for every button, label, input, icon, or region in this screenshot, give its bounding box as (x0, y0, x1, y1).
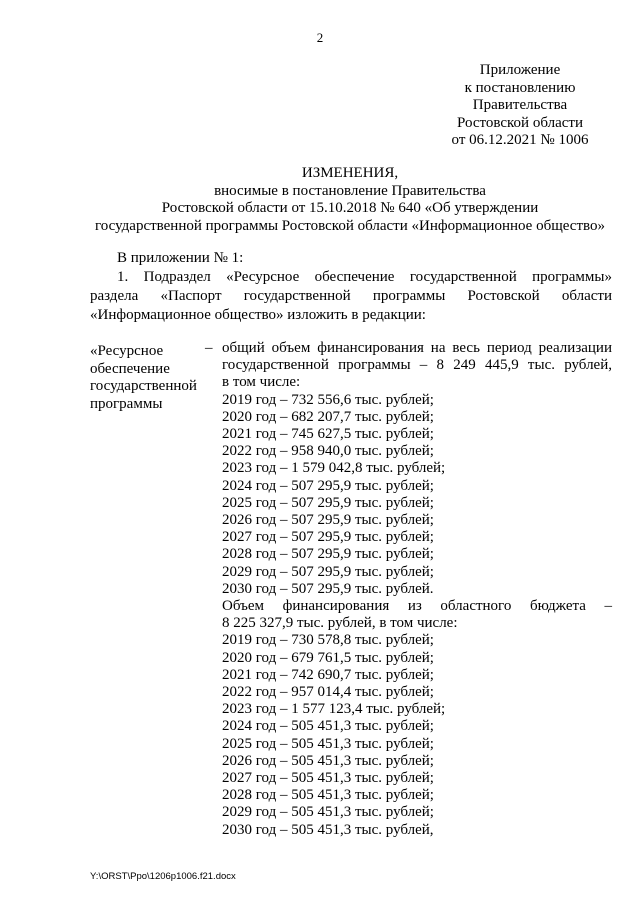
title-line: Ростовской области от 15.10.2018 № 640 «Об утверждении (161, 200, 539, 216)
year-line: 2024 год – 505 451,3 тыс. рублей; (222, 718, 434, 735)
intro-line: раздела «Паспорт государственной программы Ростовской области (90, 288, 612, 304)
label-line: государственной (90, 378, 197, 394)
appendix-line: Правительства (472, 97, 568, 113)
label-line: «Ресурсное (90, 343, 164, 359)
year-line: 2026 год – 505 451,3 тыс. рублей; (222, 752, 434, 769)
passport-content (222, 340, 612, 839)
year-line: 2023 год – 1 577 123,4 тыс. рублей; (222, 701, 446, 718)
appendix-line: Приложение (479, 62, 561, 78)
title-line: государственной программы Ростовской области «Информационное общество» (94, 217, 605, 234)
label-line: обеспечение (90, 360, 170, 377)
year-line: 2027 год – 507 295,9 тыс. рублей; (222, 529, 434, 546)
total-years-list (222, 392, 612, 598)
year-line: 2028 год – 505 451,3 тыс. рублей; (222, 787, 434, 804)
year-line: 2028 год – 507 295,9 тыс. рублей; (222, 546, 434, 563)
year-line: 2027 год – 505 451,3 тыс. рублей; (222, 770, 434, 787)
regional-years-list (222, 632, 612, 838)
year-line: 2023 год – 1 579 042,8 тыс. рублей; (222, 460, 446, 477)
year-line: 2025 год – 507 295,9 тыс. рублей; (222, 494, 434, 511)
year-line: 2020 год – 682 207,7 тыс. рублей; (222, 408, 434, 425)
year-line: 2019 год – 730 578,8 тыс. рублей; (222, 632, 434, 649)
year-line: 2029 год – 507 295,9 тыс. рублей; (222, 563, 434, 580)
appendix-date-line: от 06.12.2021 № 1006 (451, 132, 589, 148)
document-title (60, 165, 640, 235)
year-line: 2025 год – 505 451,3 тыс. рублей; (222, 735, 434, 752)
regional-line: Объем финансирования из областного бюджета – (222, 598, 612, 615)
appendix-block (420, 62, 620, 150)
appendix-line: к постановлению (464, 79, 576, 96)
total-line: в том числе: (222, 374, 301, 391)
year-line: 2030 год – 505 451,3 тыс. рублей, (222, 821, 434, 838)
year-line: 2026 год – 507 295,9 тыс. рублей; (222, 512, 434, 529)
label-dash: – (205, 340, 213, 356)
year-line: 2021 год – 745 627,5 тыс. рублей; (222, 426, 434, 443)
intro-line: «Информационное общество» изложить в редакции: (90, 307, 426, 323)
file-path-footer: Y:\ORST\Ppo\1206p1006.f21.docx (90, 871, 236, 882)
intro-line: В приложении № 1: (117, 250, 244, 266)
title-line: вносимые в постановление Правительства (214, 182, 486, 199)
total-line: государственной программы – 8 249 445,9 тыс. рублей, (222, 357, 612, 374)
label-line: программы (90, 395, 163, 412)
year-line: 2024 год – 507 295,9 тыс. рублей; (222, 477, 434, 494)
total-line: общий объем финансирования на весь период реализации (222, 340, 612, 356)
year-line: 2019 год – 732 556,6 тыс. рублей; (222, 391, 434, 408)
regional-line: 8 225 327,9 тыс. рублей, в том числе: (222, 615, 458, 632)
passport-label (90, 343, 215, 413)
year-line: 2029 год – 505 451,3 тыс. рублей; (222, 804, 434, 821)
intro-paragraph (90, 249, 612, 325)
intro-line: 1. Подраздел «Ресурсное обеспечение государственной программы» (117, 269, 612, 285)
year-line: 2022 год – 958 940,0 тыс. рублей; (222, 443, 434, 460)
year-line: 2030 год – 507 295,9 тыс. рублей. (222, 580, 434, 597)
year-line: 2020 год – 679 761,5 тыс. рублей; (222, 649, 434, 666)
title-heading: ИЗМЕНЕНИЯ, (301, 165, 399, 181)
appendix-line: Ростовской области (457, 114, 583, 131)
page-number: 2 (316, 30, 324, 45)
year-line: 2021 год – 742 690,7 тыс. рублей; (222, 666, 434, 683)
year-line: 2022 год – 957 014,4 тыс. рублей; (222, 684, 434, 701)
